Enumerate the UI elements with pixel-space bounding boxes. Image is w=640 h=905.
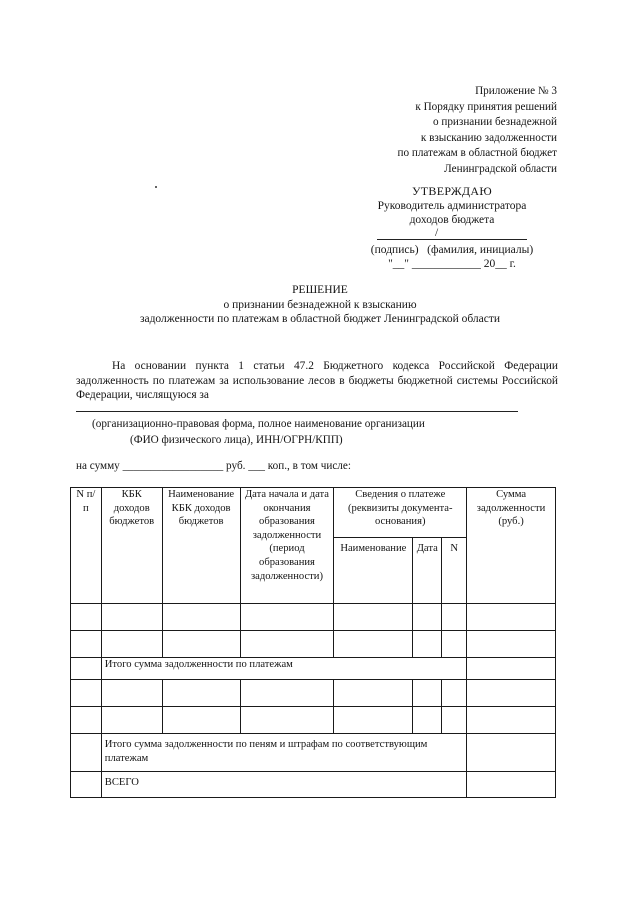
total-penalties-label: Итого сумма задолженности по пеням и штрафам по соответствующим платежам xyxy=(101,734,466,772)
basis-text: На основании пункта 1 статьи 47.2 Бюджетного кодекса Российской Федерации задолженность по платежам за использование лесов в бюджеты бюджетной системы Российской Федерации, числящуюся за xyxy=(76,360,558,402)
total-payments-row xyxy=(71,658,556,680)
title-line2: задолженности по платежам в областной бюджет Ленинградской области xyxy=(139,313,501,325)
grand-total-row xyxy=(71,772,556,798)
header-num: N п/п xyxy=(71,488,102,604)
table-row xyxy=(71,631,556,658)
header-kbk-name: Наименование КБК доходов бюджетов xyxy=(162,488,240,604)
header-payment-info: Сведения о платеже (реквизиты документа-основания) xyxy=(334,488,467,538)
header-kbk: КБК доходов бюджетов xyxy=(101,488,162,604)
appendix-reference xyxy=(397,84,557,178)
table-row xyxy=(71,707,556,734)
header-sub-name: Наименование xyxy=(334,538,413,604)
debt-table xyxy=(70,487,556,798)
decision-title xyxy=(120,283,520,327)
grand-total-label: ВСЕГО xyxy=(101,772,466,798)
signature-line xyxy=(377,226,527,240)
page-title: РЕШЕНИЕ xyxy=(292,284,348,296)
approval-block xyxy=(352,184,552,272)
approval-date-line: "__" ____________ 20__ г. xyxy=(388,258,516,271)
scan-speck xyxy=(155,186,157,188)
appendix-line: к Порядку принятия решений xyxy=(415,100,557,113)
approval-role-line1: Руководитель администратора xyxy=(377,199,527,212)
appendix-line: по платежам в областной бюджет xyxy=(397,147,557,160)
table-row xyxy=(71,604,556,631)
org-caption-line2: (ФИО физического лица), ИНН/ОГРН/КПП) xyxy=(130,434,343,446)
signature-caption: (подпись) (фамилия, инициалы) xyxy=(370,243,534,256)
sum-line: на сумму __________________ руб. ___ коп., в том числе: xyxy=(76,460,351,472)
total-penalties-row xyxy=(71,734,556,772)
appendix-line: Ленинградской области xyxy=(444,162,557,175)
header-sub-num: N xyxy=(442,538,467,604)
appendix-line: Приложение № 3 xyxy=(475,85,557,97)
basis-paragraph xyxy=(76,359,558,403)
table-row xyxy=(71,680,556,707)
title-line1: о признании безнадежной к взысканию xyxy=(223,298,417,311)
approval-heading: УТВЕРЖДАЮ xyxy=(411,184,493,198)
header-amount: Сумма задолженности (руб.) xyxy=(467,488,556,604)
organization-fill-line xyxy=(76,411,518,412)
total-payments-label: Итого сумма задолженности по платежам xyxy=(101,658,466,680)
header-period: Дата начала и дата окончания образования задолженности (период образования задолженности) xyxy=(240,488,334,604)
signature-slash: / xyxy=(435,226,439,239)
approval-role-line2: доходов бюджета xyxy=(409,214,495,227)
appendix-line: о признании безнадежной xyxy=(432,116,557,129)
appendix-line: к взысканию задолженности xyxy=(420,131,557,144)
header-sub-date: Дата xyxy=(413,538,442,604)
organization-caption xyxy=(92,416,425,448)
org-caption-line1: (организационно-правовая форма, полное наименование организации xyxy=(92,418,425,430)
